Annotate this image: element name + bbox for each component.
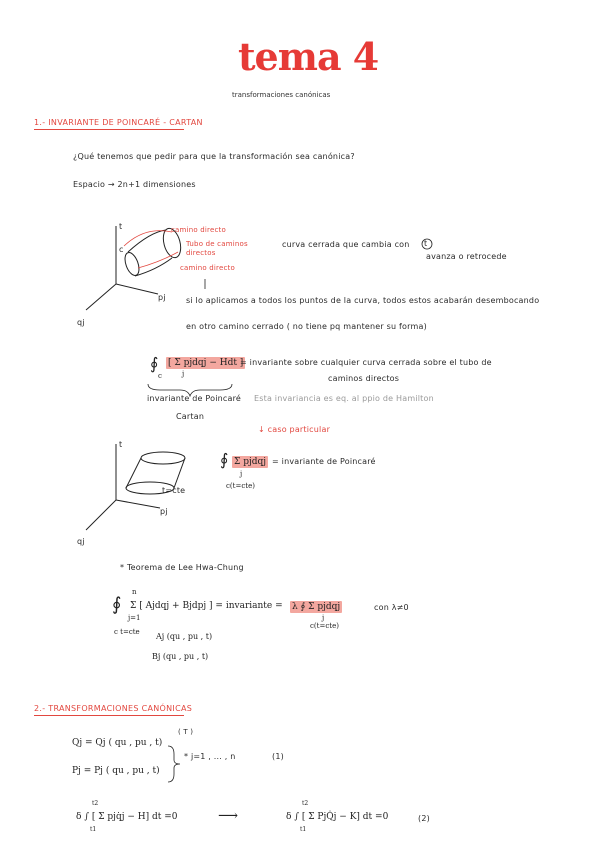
page-title: tema 4 (238, 34, 379, 79)
eq1-sub-j: j (182, 370, 185, 378)
eq1-integral: ∮ (150, 354, 159, 373)
eq1-rhs: = invariante sobre cualquier curva cerrada sobre el tubo de (240, 358, 492, 367)
eq1-name: invariante de Poincaré (147, 394, 242, 403)
P-definition: Pj = Pj ( qu , pu , t) (72, 766, 160, 776)
particular-case: ↓ caso particular (258, 425, 331, 434)
var-right-top: t2 (302, 800, 309, 807)
eq2-body: Σ pjdqj (234, 457, 267, 467)
eq1-body: [ Σ pjdqj − Hdt ] (168, 358, 244, 368)
tag-t: ( T ) (178, 728, 194, 736)
Q-definition: Qj = Qj ( qu , pu , t) (72, 738, 163, 748)
section-1-heading: 1.- INVARIANTE DE POINCARÉ - CARTAN (34, 118, 203, 127)
eq1-rhs-2: caminos directos (328, 374, 400, 383)
eq3-body: Σ [ Ajdqj + Bjdpj ] = invariante = (130, 601, 283, 611)
apply-note-2: en otro camino cerrado ( no tiene pq mantener su forma) (186, 322, 427, 331)
heading-underline (34, 129, 184, 130)
eqnum-1: (1) (272, 752, 284, 761)
fig1-label-tube: Tubo de caminos directos (186, 240, 248, 257)
fig1-curve-c: c (119, 245, 124, 254)
eq3-sum-top: n (132, 588, 137, 596)
variational-right: δ ∫ [ Σ PjQ̇j − K] dt =0 (286, 812, 389, 822)
var-left-bot: t1 (90, 826, 97, 833)
eq3-hl-j: j (322, 614, 325, 622)
fig1-axis-t: t (119, 222, 123, 231)
eq2-sub: c(t=cte) (226, 482, 255, 490)
eq3-a-def: Aj (qu , pu , t) (156, 632, 213, 641)
arrow: ⟶ (218, 808, 239, 824)
fig2-axis-pj: pj (160, 507, 168, 516)
space-text: Espacio → 2n+1 dimensiones (73, 180, 196, 189)
fig2-axis-t: t (119, 440, 123, 449)
eq3-sum-bot: j=1 (128, 614, 141, 622)
fig1-axis-qj: qj (77, 318, 85, 327)
curve-note: curva cerrada que cambia con (282, 240, 410, 249)
eq3-b-def: Bj (qu , pu , t) (152, 652, 209, 661)
eq2-sub-j: j (240, 470, 243, 478)
eq1-sub: c (158, 372, 162, 380)
fig2-t-label: t=cte (162, 486, 186, 495)
section-2-heading: 2.- TRANSFORMACIONES CANÓNICAS (34, 704, 193, 713)
index-range: * j=1 , ... , n (184, 752, 236, 761)
fig1-label-direct: camino directo (171, 226, 226, 234)
eq3-sub: c t=cte (114, 628, 140, 636)
fig1-axis-pj: pj (158, 293, 166, 302)
heading-underline-2 (34, 715, 184, 716)
eq3-hl-sub: c(t=cte) (310, 622, 339, 630)
eq3-highlight: λ ∮ Σ pjdqj (292, 602, 341, 612)
eq3-condition: con λ≠0 (374, 603, 409, 612)
var-left-top: t2 (92, 800, 99, 807)
curve-note-t: t (424, 239, 428, 248)
eq3-integral: ∮ (112, 594, 122, 615)
fig1-label-direct-2: camino directo (180, 264, 235, 272)
var-right-bot: t1 (300, 826, 307, 833)
fig2-axis-qj: qj (77, 537, 85, 546)
variational-left: δ ∫ [ Σ pjq̇j − H] dt =0 (76, 812, 178, 822)
eq2-rhs: = invariante de Poincaré (272, 457, 376, 466)
eq1-gray-note: Esta invariancia es eq. al ppio de Hamilton (254, 394, 434, 403)
eq1-name-2: Cartan (176, 412, 205, 421)
eqnum-2: (2) (418, 814, 430, 823)
eq2-integral: ∮ (220, 450, 229, 469)
page-subtitle: transformaciones canónicas (232, 91, 331, 99)
curve-note-2: avanza o retrocede (426, 252, 507, 261)
lee-theorem-title: * Teorema de Lee Hwa-Chung (120, 563, 244, 572)
question-text: ¿Qué tenemos que pedir para que la transformación sea canónica? (73, 152, 355, 161)
apply-note: si lo aplicamos a todos los puntos de la curva, todos estos acabarán desembocando (186, 296, 540, 305)
